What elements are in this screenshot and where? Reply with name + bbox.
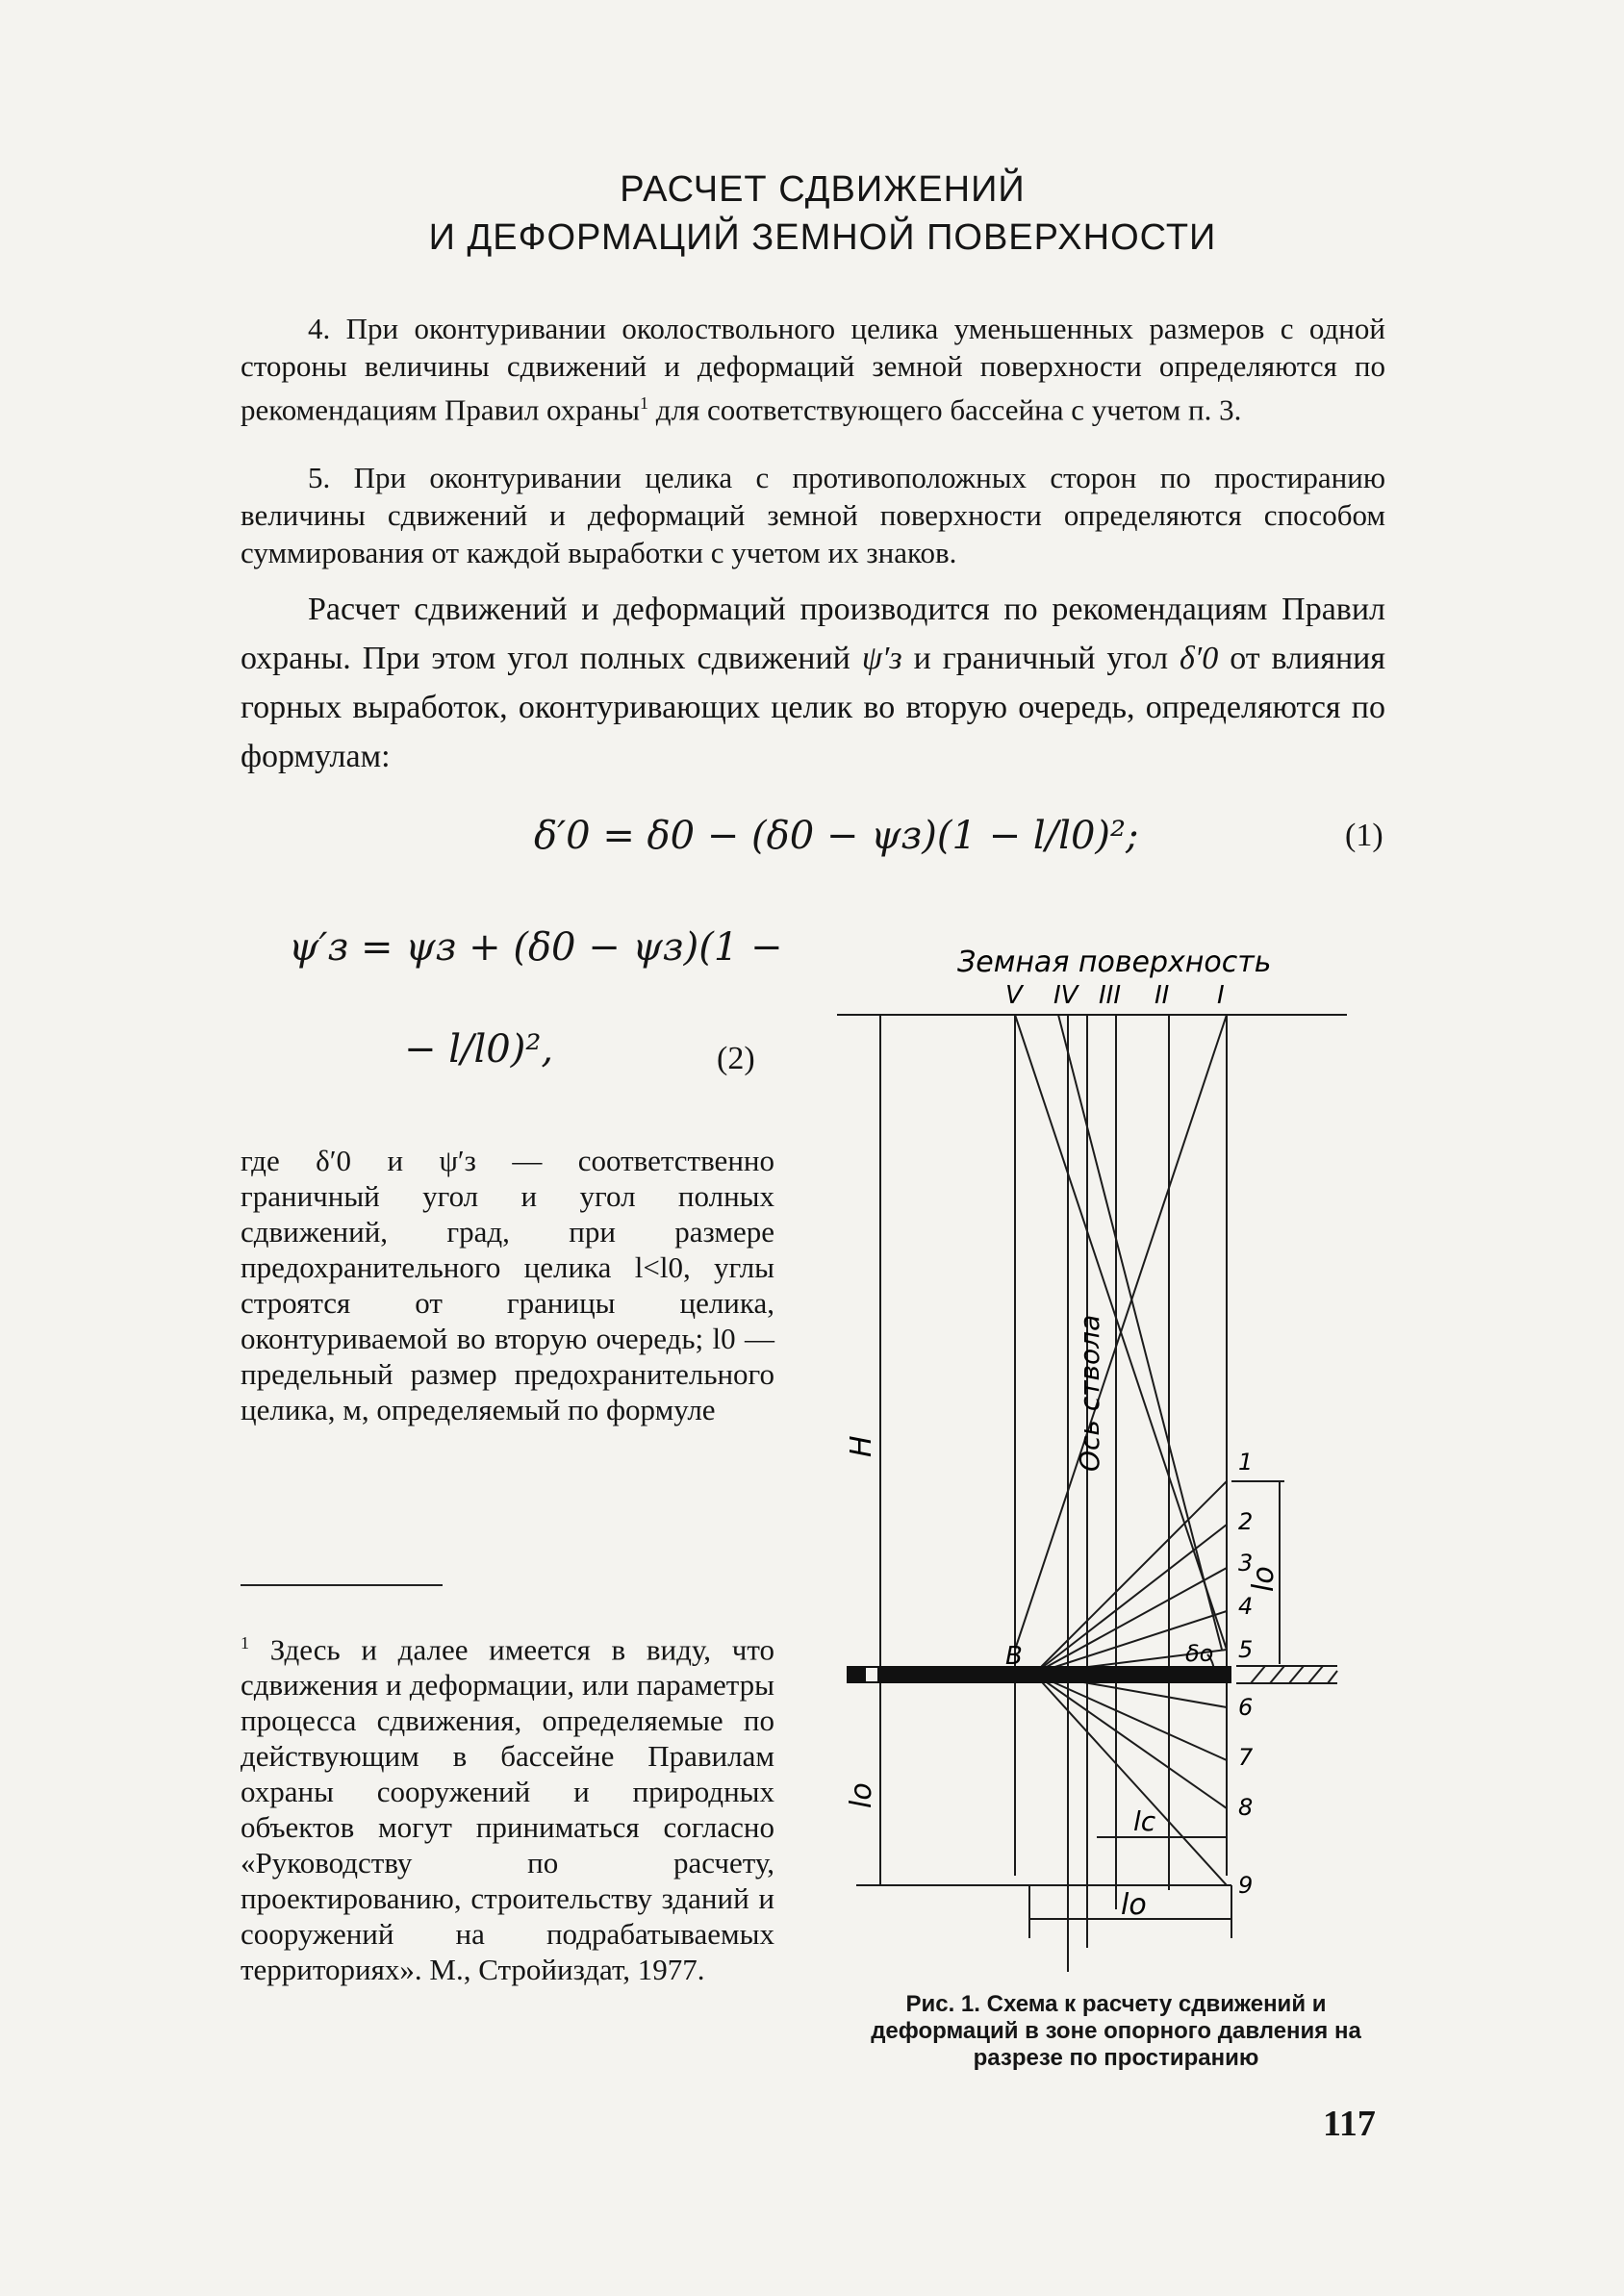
paragraph-4-text: 4. При оконтуривании околоствольного целика уменьшенных размеров с одной стороны величины сдвижений и деформаций земной поверхности определяются по рекомендациям Правил охраны [241, 312, 1385, 427]
heading-line-1: РАСЧЕТ СДВИЖЕНИЙ [620, 169, 1026, 210]
lo-left-label: lo [845, 1782, 878, 1808]
formula-1: δ′0 = δ0 − (δ0 − ψз)(1 − l/l0)²; [534, 814, 1139, 858]
lo-right-label: lo [1247, 1566, 1281, 1592]
footnote-mark: 1 [241, 1633, 249, 1653]
point-B: B [1005, 1642, 1023, 1671]
paragraph-5: 5. При оконтуривании целика с противоположных сторон по простиранию величины сдвижений и деформаций земной поверхности определяются способом суммирования от каждой выработки с учетом их знаков. [241, 461, 1385, 569]
paragraph-6-c: от влияния горных выработок, оконтуривающих целик во вторую очередь, определяются по формулам: [241, 641, 1385, 774]
coal-seam [847, 1666, 1231, 1683]
point-9: 9 [1238, 1872, 1254, 1899]
roman-V: V [1005, 981, 1023, 1010]
point-6: 6 [1238, 1694, 1254, 1721]
point-3: 3 [1238, 1550, 1254, 1577]
figure-diagram [827, 938, 1366, 1972]
heading-line-2: И ДЕФОРМАЦИЙ ЗЕМНОЙ ПОВЕРХНОСТИ [428, 217, 1217, 258]
H-label: H [845, 1435, 878, 1457]
footnote-ref: 1 [639, 393, 648, 413]
footnote [241, 1626, 774, 1987]
paragraph-4-end: для соответствующего бассейна с учетом п. 3. [647, 392, 1242, 427]
footnote-divider [241, 1584, 443, 1586]
lo-bottom-label: lo [1121, 1888, 1147, 1922]
page-heading [241, 165, 1405, 262]
roman-II: II [1155, 981, 1170, 1010]
lc-label: lc [1133, 1805, 1156, 1837]
formula-2-line-2: − l/l0)², [404, 1027, 554, 1072]
formula-1-number: (1) [1345, 818, 1383, 853]
paragraph-4 [241, 310, 1385, 428]
psi-symbol: ψ′з [861, 641, 902, 676]
paragraph-6-b: и граничный угол [901, 641, 1180, 676]
point-8: 8 [1238, 1794, 1254, 1821]
roman-IV: IV [1053, 981, 1078, 1010]
footnote-text: Здесь и далее имеется в виду, что сдвижения и деформации, или параметры процесса сдвижения, определяемые по действующим в бассейне Правилам охраны сооружений и природных объектов могут приниматься согласно «Руководству по расчету, проектированию, строительству зданий и сооружений на подрабатываемых территориях». М., Стройиздат, 1977. [241, 1632, 774, 1987]
delta-symbol: δ′0 [1180, 641, 1219, 676]
page-number: 117 [1323, 2104, 1376, 2144]
symbol-explanation: где δ′0 и ψ′з — соответственно граничный угол и угол полных сдвижений, град, при размере предохранительного целика l<l0, углы строятся от границы целика, оконтуриваемой во вторую очередь; l0 — предельный размер предохранительного целика, м, определяемый по формуле [241, 1144, 774, 1426]
shaft-axis-label: Ось ствола [1074, 1314, 1105, 1472]
formula-2-number: (2) [717, 1041, 755, 1076]
surface-label: Земная поверхность [957, 946, 1272, 979]
paragraph-6 [241, 585, 1385, 781]
delta-angle-label: δo [1185, 1640, 1214, 1667]
point-5: 5 [1238, 1636, 1254, 1663]
point-1: 1 [1238, 1449, 1254, 1476]
figure-caption: Рис. 1. Схема к расчету сдвижений и деформаций в зоне опорного давления на разрезе по простиранию [871, 1991, 1361, 2071]
point-4: 4 [1238, 1593, 1254, 1620]
roman-III: III [1099, 981, 1122, 1010]
point-7: 7 [1238, 1744, 1254, 1771]
rock-hatching [1236, 1666, 1337, 1683]
paragraph-6-a: Расчет сдвижений и деформаций производится по рекомендациям Правил охраны. При этом угол полных сдвижений [241, 592, 1385, 676]
roman-I: I [1217, 981, 1225, 1010]
formula-2-line-1: ψ′з = ψз + (δ0 − ψз)(1 − [289, 925, 783, 970]
point-2: 2 [1238, 1508, 1254, 1535]
